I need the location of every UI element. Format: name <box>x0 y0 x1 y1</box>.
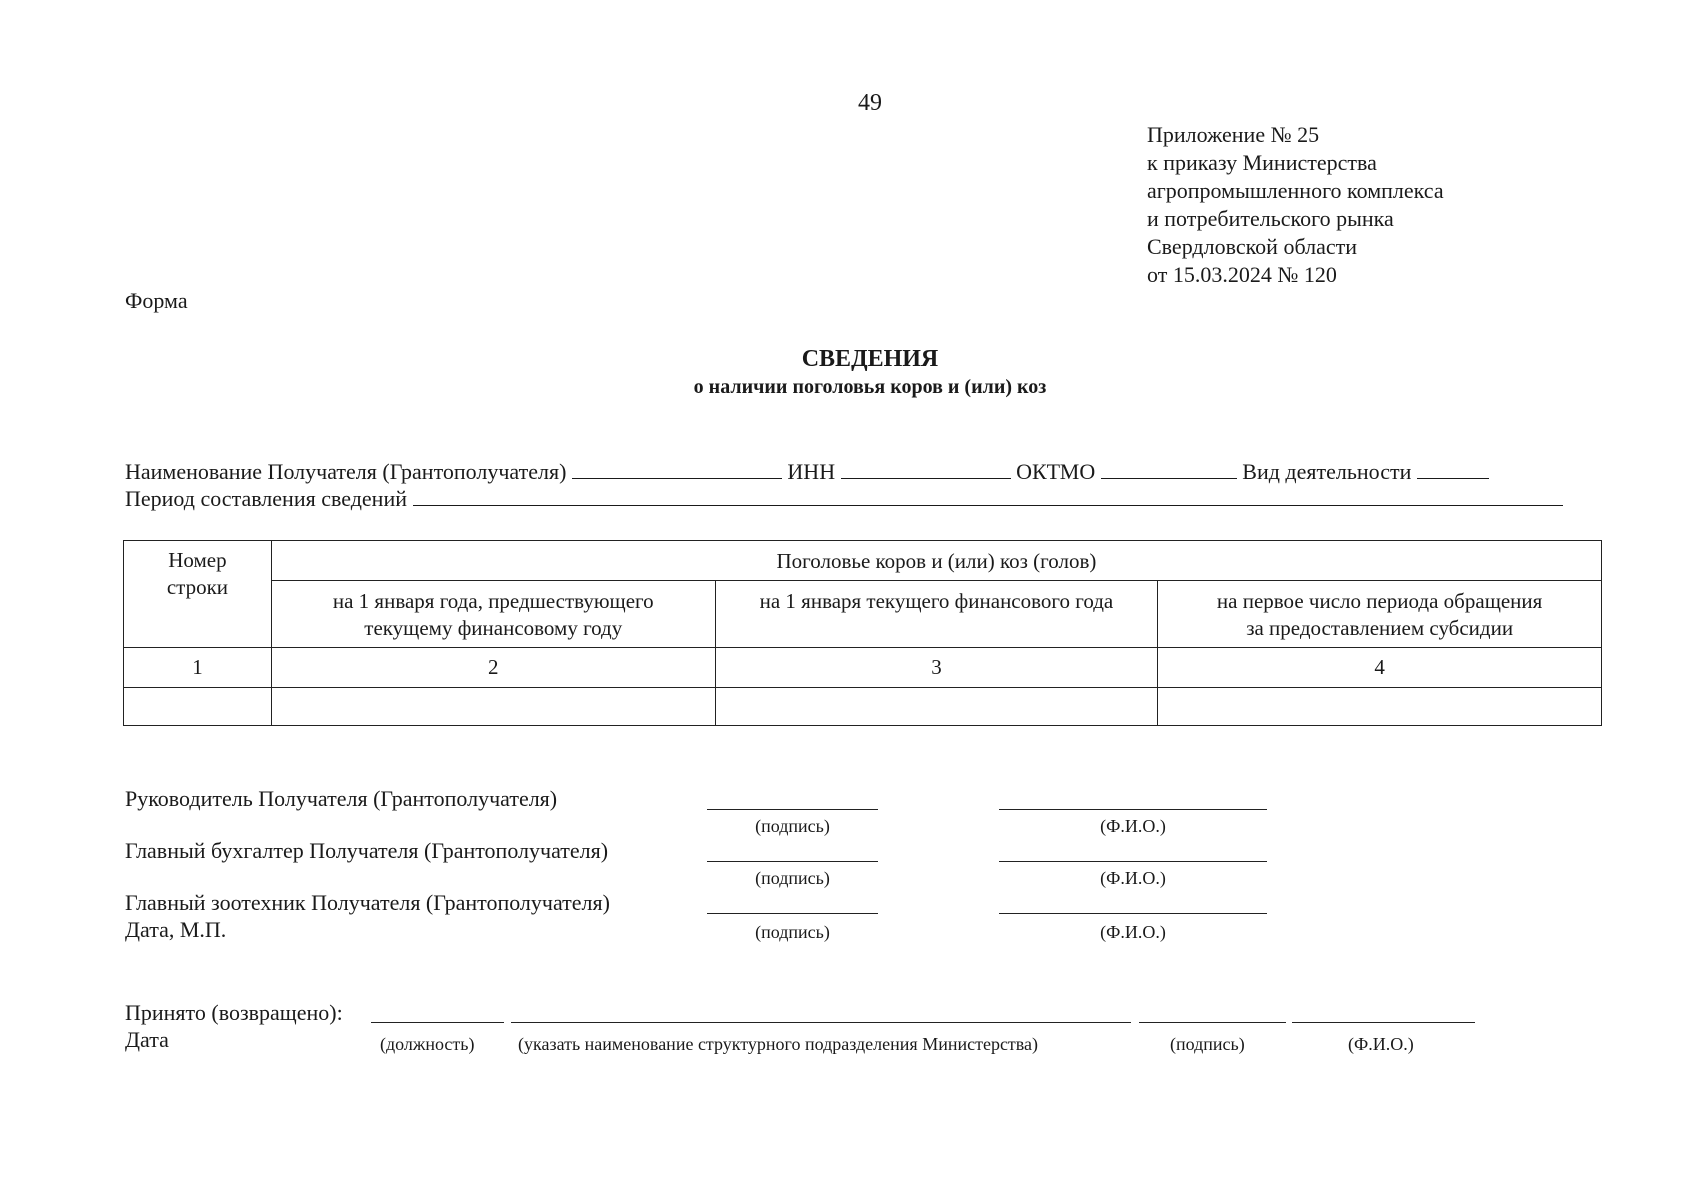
inn-label: ИНН <box>787 459 836 484</box>
signature-hint: (подпись) <box>755 816 830 836</box>
recipient-info-row <box>125 459 1595 485</box>
zootechnician-signatory-label: Главный зоотехник Получателя (Грантополучателя) <box>125 890 610 915</box>
acceptance-label: Принято (возвращено): <box>125 1000 343 1025</box>
page-number: 49 <box>858 90 882 116</box>
period-field[interactable] <box>413 487 1563 506</box>
acceptance-signature-line[interactable] <box>1139 1022 1286 1023</box>
zootechnician-signature-line[interactable] <box>707 913 878 914</box>
row-number-header: Номер строки <box>124 541 272 648</box>
signature-hint: (подпись) <box>755 922 830 942</box>
column-number: 4 <box>1158 648 1602 688</box>
department-line[interactable] <box>511 1022 1131 1023</box>
form-label: Форма <box>125 288 188 313</box>
position-hint: (должность) <box>380 1034 475 1054</box>
zootechnician-name-line[interactable] <box>999 913 1267 914</box>
acceptance-date-label: Дата <box>125 1027 169 1052</box>
data-cell[interactable] <box>271 688 715 726</box>
document-subtitle: о наличии поголовья коров и (или) коз <box>693 376 1047 398</box>
livestock-table <box>123 540 1602 726</box>
appendix-line: агропромышленного комплекса <box>1147 178 1444 203</box>
period-label: Период составления сведений <box>125 486 407 511</box>
date-stamp-label: Дата, М.П. <box>125 917 227 942</box>
activity-label: Вид деятельности <box>1242 459 1412 484</box>
data-cell[interactable] <box>124 688 272 726</box>
table-row <box>124 688 1602 726</box>
column-number: 3 <box>715 648 1158 688</box>
column-header-application-date: на первое число периода обращения за предоставлением субсидии <box>1158 581 1602 648</box>
accountant-signatory-label: Главный бухгалтер Получателя (Грантополучателя) <box>125 838 609 863</box>
column-number: 2 <box>271 648 715 688</box>
period-row <box>125 486 1563 512</box>
name-hint: (Ф.И.О.) <box>1348 1034 1414 1054</box>
head-name-line[interactable] <box>999 809 1267 810</box>
data-cell[interactable] <box>1158 688 1602 726</box>
appendix-line: Свердловской области <box>1147 234 1357 259</box>
document-title: СВЕДЕНИЯ <box>801 346 939 372</box>
appendix-line: к приказу Министерства <box>1147 150 1377 175</box>
head-signature-line[interactable] <box>707 809 878 810</box>
inn-field[interactable] <box>841 460 1011 479</box>
appendix-line: от 15.03.2024 № 120 <box>1147 262 1337 287</box>
head-signatory-label: Руководитель Получателя (Грантополучателя) <box>125 786 558 811</box>
position-line[interactable] <box>371 1022 504 1023</box>
column-number-row <box>124 648 1602 688</box>
accountant-name-line[interactable] <box>999 861 1267 862</box>
recipient-name-label: Наименование Получателя (Грантополучателя) <box>125 459 567 484</box>
acceptance-name-line[interactable] <box>1292 1022 1475 1023</box>
livestock-group-header: Поголовье коров и (или) коз (голов) <box>271 541 1601 581</box>
oktmo-label: ОКТМО <box>1016 459 1096 484</box>
name-hint: (Ф.И.О.) <box>1100 922 1166 942</box>
recipient-name-field[interactable] <box>572 460 782 479</box>
accountant-signature-line[interactable] <box>707 861 878 862</box>
column-number: 1 <box>124 648 272 688</box>
appendix-line: Приложение № 25 <box>1147 122 1320 147</box>
table-header-row <box>124 541 1602 581</box>
signature-hint: (подпись) <box>1170 1034 1245 1054</box>
data-cell[interactable] <box>715 688 1158 726</box>
activity-field[interactable] <box>1417 460 1489 479</box>
appendix-line: и потребительского рынка <box>1147 206 1394 231</box>
signature-hint: (подпись) <box>755 868 830 888</box>
name-hint: (Ф.И.О.) <box>1100 868 1166 888</box>
column-header-current-year: на 1 января текущего финансового года <box>715 581 1158 648</box>
appendix-block <box>1147 121 1444 289</box>
name-hint: (Ф.И.О.) <box>1100 816 1166 836</box>
oktmo-field[interactable] <box>1101 460 1237 479</box>
table-subheader-row <box>124 581 1602 648</box>
column-header-prev-year: на 1 января года, предшествующего текущему финансовому году <box>271 581 715 648</box>
department-hint: (указать наименование структурного подразделения Министерства) <box>518 1034 1039 1054</box>
